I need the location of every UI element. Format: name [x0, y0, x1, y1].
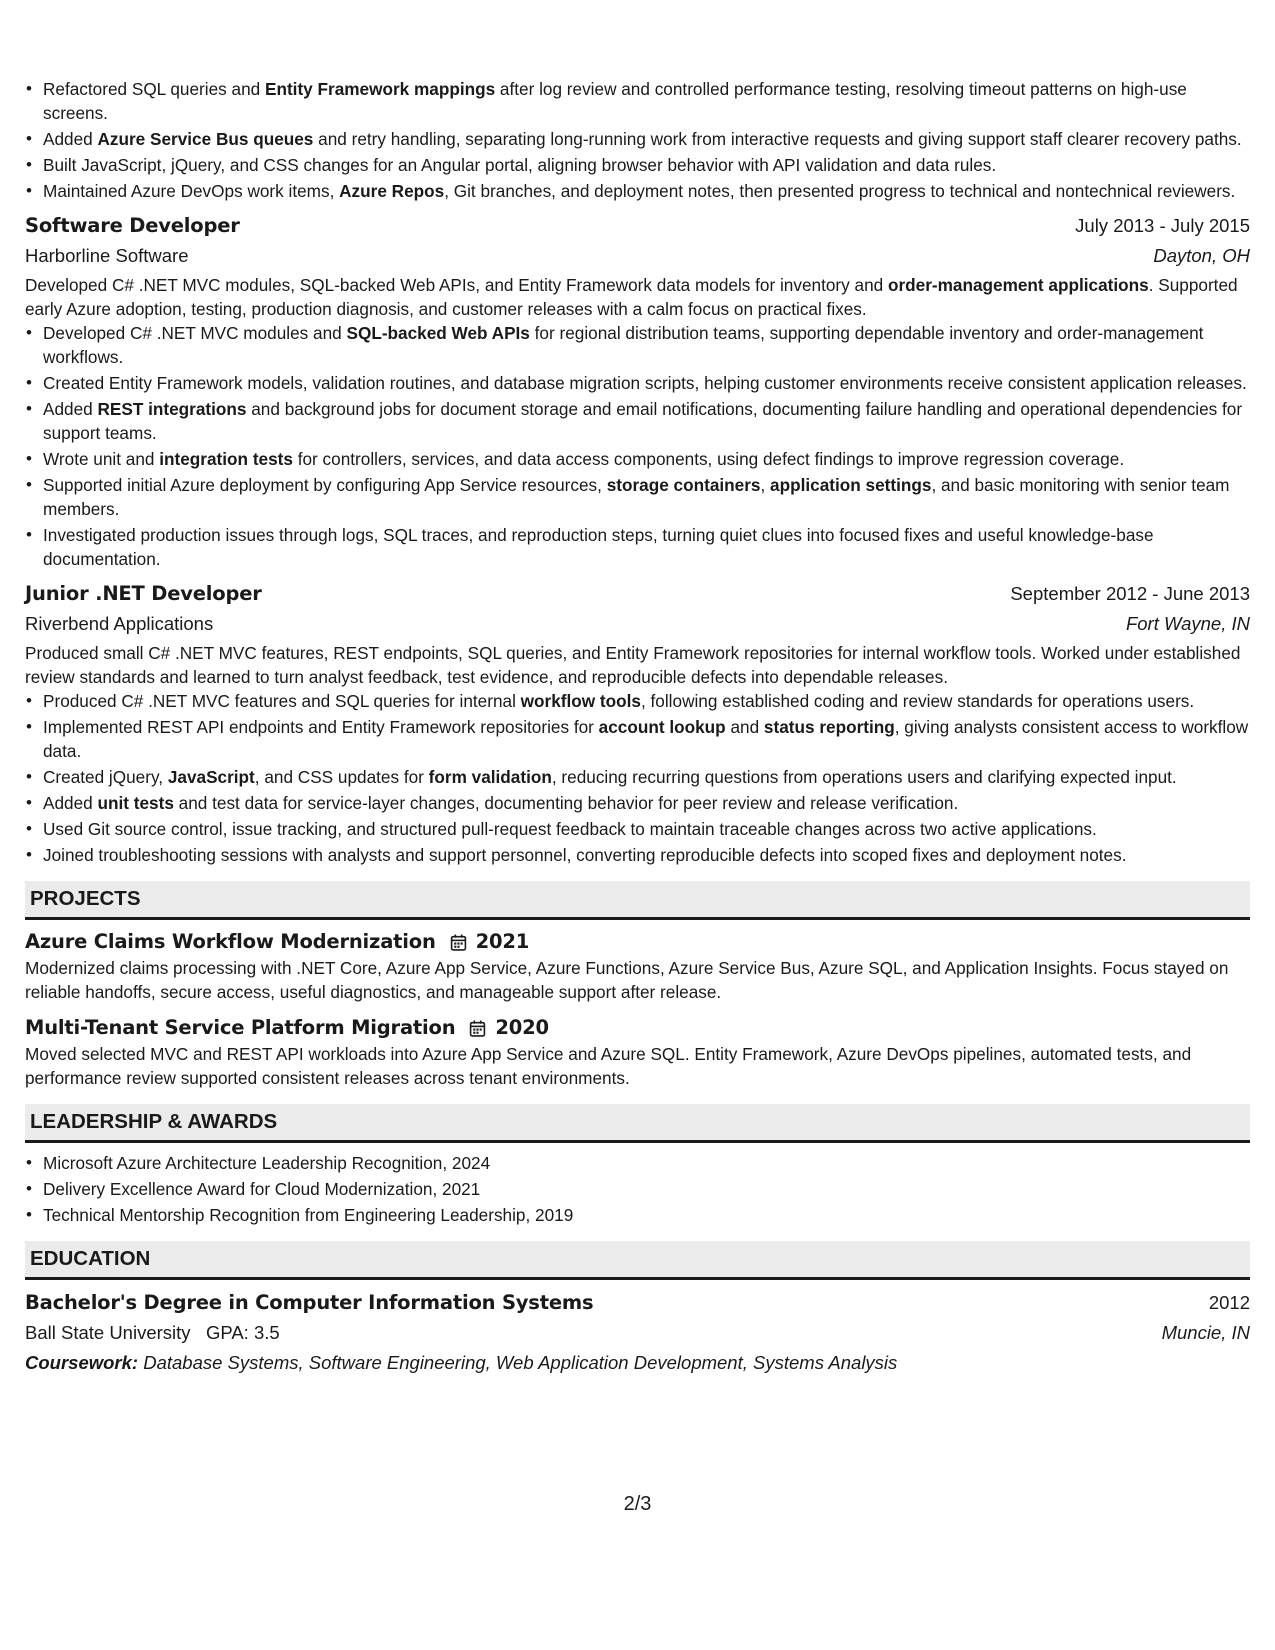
list-item: • Used Git source control, issue tracking, and structured pull-request feedback to maintain traceable changes across two active applications. [43, 817, 1250, 841]
list-item: • Supported initial Azure deployment by configuring App Service resources, storage containers, application settings, and basic monitoring with senior team members. [43, 473, 1250, 521]
project-title: Multi-Tenant Service Platform Migration [25, 1016, 456, 1039]
list-item: • Built JavaScript, jQuery, and CSS changes for an Angular portal, aligning browser behavior with API validation and data rules. [43, 153, 1250, 177]
project-description: Moved selected MVC and REST API workloads into Azure App Service and Azure SQL. Entity Framework, Azure DevOps pipelines, automated tests, and performance review supported consistent releases across tenant environments. [25, 1044, 1192, 1088]
job-dates: September 2012 - June 2013 [1010, 583, 1250, 604]
job-company: Riverbend Applications [25, 613, 214, 634]
section-heading-leadership: LEADERSHIP & AWARDS [25, 1104, 1250, 1143]
project-item [25, 1014, 1250, 1090]
job-bullets [25, 689, 1250, 867]
section-heading-projects: PROJECTS [25, 881, 1250, 920]
list-item: • Created Entity Framework models, validation routines, and database migration scripts, helping customer environments receive consistent application releases. [43, 371, 1250, 395]
list-item: • Wrote unit and integration tests for controllers, services, and data access components, using defect findings to improve regression coverage. [43, 447, 1250, 471]
list-item: • Maintained Azure DevOps work items, Azure Repos, Git branches, and deployment notes, then presented progress to technical and nontechnical reviewers. [43, 179, 1250, 203]
job-title: Junior .NET Developer [25, 582, 262, 605]
list-item: • Developed C# .NET MVC modules and SQL-backed Web APIs for regional distribution teams, supporting dependable inventory and order-management workflows. [43, 321, 1250, 369]
education-location: Muncie, IN [1161, 1322, 1250, 1343]
project-title: Azure Claims Workflow Modernization [25, 930, 436, 953]
job-dates: July 2013 - July 2015 [1075, 215, 1250, 236]
leadership-list [25, 1151, 1250, 1227]
calendar-icon [450, 934, 467, 951]
list-item: • Technical Mentorship Recognition from Engineering Leadership, 2019 [43, 1203, 1250, 1227]
experience-bullets-continued [25, 77, 1250, 203]
job-location: Fort Wayne, IN [1125, 613, 1250, 634]
list-item: • Added Azure Service Bus queues and retry handling, separating long-running work from interactive requests and giving support staff clearer recovery paths. [43, 127, 1250, 151]
school: Ball State University [25, 1322, 191, 1343]
list-item: • Joined troubleshooting sessions with analysts and support personnel, converting reproducible defects into scoped fixes and deployment notes. [43, 843, 1250, 867]
job-bullets [25, 321, 1250, 571]
job-riverbend [25, 579, 1250, 867]
job-summary: Developed C# .NET MVC modules, SQL-backed Web APIs, and Entity Framework data models for inventory and order-management applications. Supported early Azure adoption, testing, production diagnosis, and customer releases with a calm focus on practical fixes. [25, 275, 1238, 319]
list-item: • Added REST integrations and background jobs for document storage and email notifications, documenting failure handling and operational dependencies for support teams. [43, 397, 1250, 445]
project-description: Modernized claims processing with .NET Core, Azure App Service, Azure Functions, Azure Service Bus, Azure SQL, and Application Insights. Focus stayed on reliable handoffs, secure access, useful diagnostics, and manageable support after release. [25, 958, 1229, 1002]
list-item: • Added unit tests and test data for service-layer changes, documenting behavior for peer review and release verification. [43, 791, 1250, 815]
project-year: 2021 [475, 930, 530, 953]
list-item: • Implemented REST API endpoints and Entity Framework repositories for account lookup and status reporting, giving analysts consistent access to workflow data. [43, 715, 1250, 763]
job-location: Dayton, OH [1153, 245, 1250, 266]
job-summary: Produced small C# .NET MVC features, REST endpoints, SQL queries, and Entity Framework repositories for internal workflow tools. Worked under established review standards and learned to turn analyst feedback, test evidence, and reproducible defects into dependable releases. [25, 643, 1241, 687]
page-number: 2/3 [623, 1493, 652, 1515]
list-item: • Delivery Excellence Award for Cloud Modernization, 2021 [43, 1177, 1250, 1201]
list-item: • Microsoft Azure Architecture Leadership Recognition, 2024 [43, 1151, 1250, 1175]
coursework: Coursework: Database Systems, Software Engineering, Web Application Development, Systems Analysis [25, 1352, 898, 1373]
education-entry [25, 1288, 1250, 1378]
graduation-year: 2012 [1208, 1292, 1250, 1313]
list-item: • Refactored SQL queries and Entity Framework mappings after log review and controlled performance testing, resolving timeout patterns on high-use screens. [43, 77, 1250, 125]
project-year: 2020 [495, 1016, 549, 1039]
job-title: Software Developer [25, 214, 240, 237]
list-item: • Investigated production issues through logs, SQL traces, and reproduction steps, turning quiet clues into focused fixes and useful knowledge-base documentation. [43, 523, 1250, 571]
list-item: • Created jQuery, JavaScript, and CSS updates for form validation, reducing recurring questions from operations users and clarifying expected input. [43, 765, 1250, 789]
calendar-icon [469, 1020, 486, 1037]
project-item [25, 928, 1250, 1004]
section-heading-education: EDUCATION [25, 1241, 1250, 1280]
degree: Bachelor's Degree in Computer Information Systems [25, 1291, 594, 1314]
list-item: • Produced C# .NET MVC features and SQL queries for internal workflow tools, following established coding and review standards for operations users. [43, 689, 1250, 713]
job-company: Harborline Software [25, 245, 189, 266]
job-harborline [25, 211, 1250, 571]
gpa: GPA: 3.5 [205, 1322, 280, 1343]
